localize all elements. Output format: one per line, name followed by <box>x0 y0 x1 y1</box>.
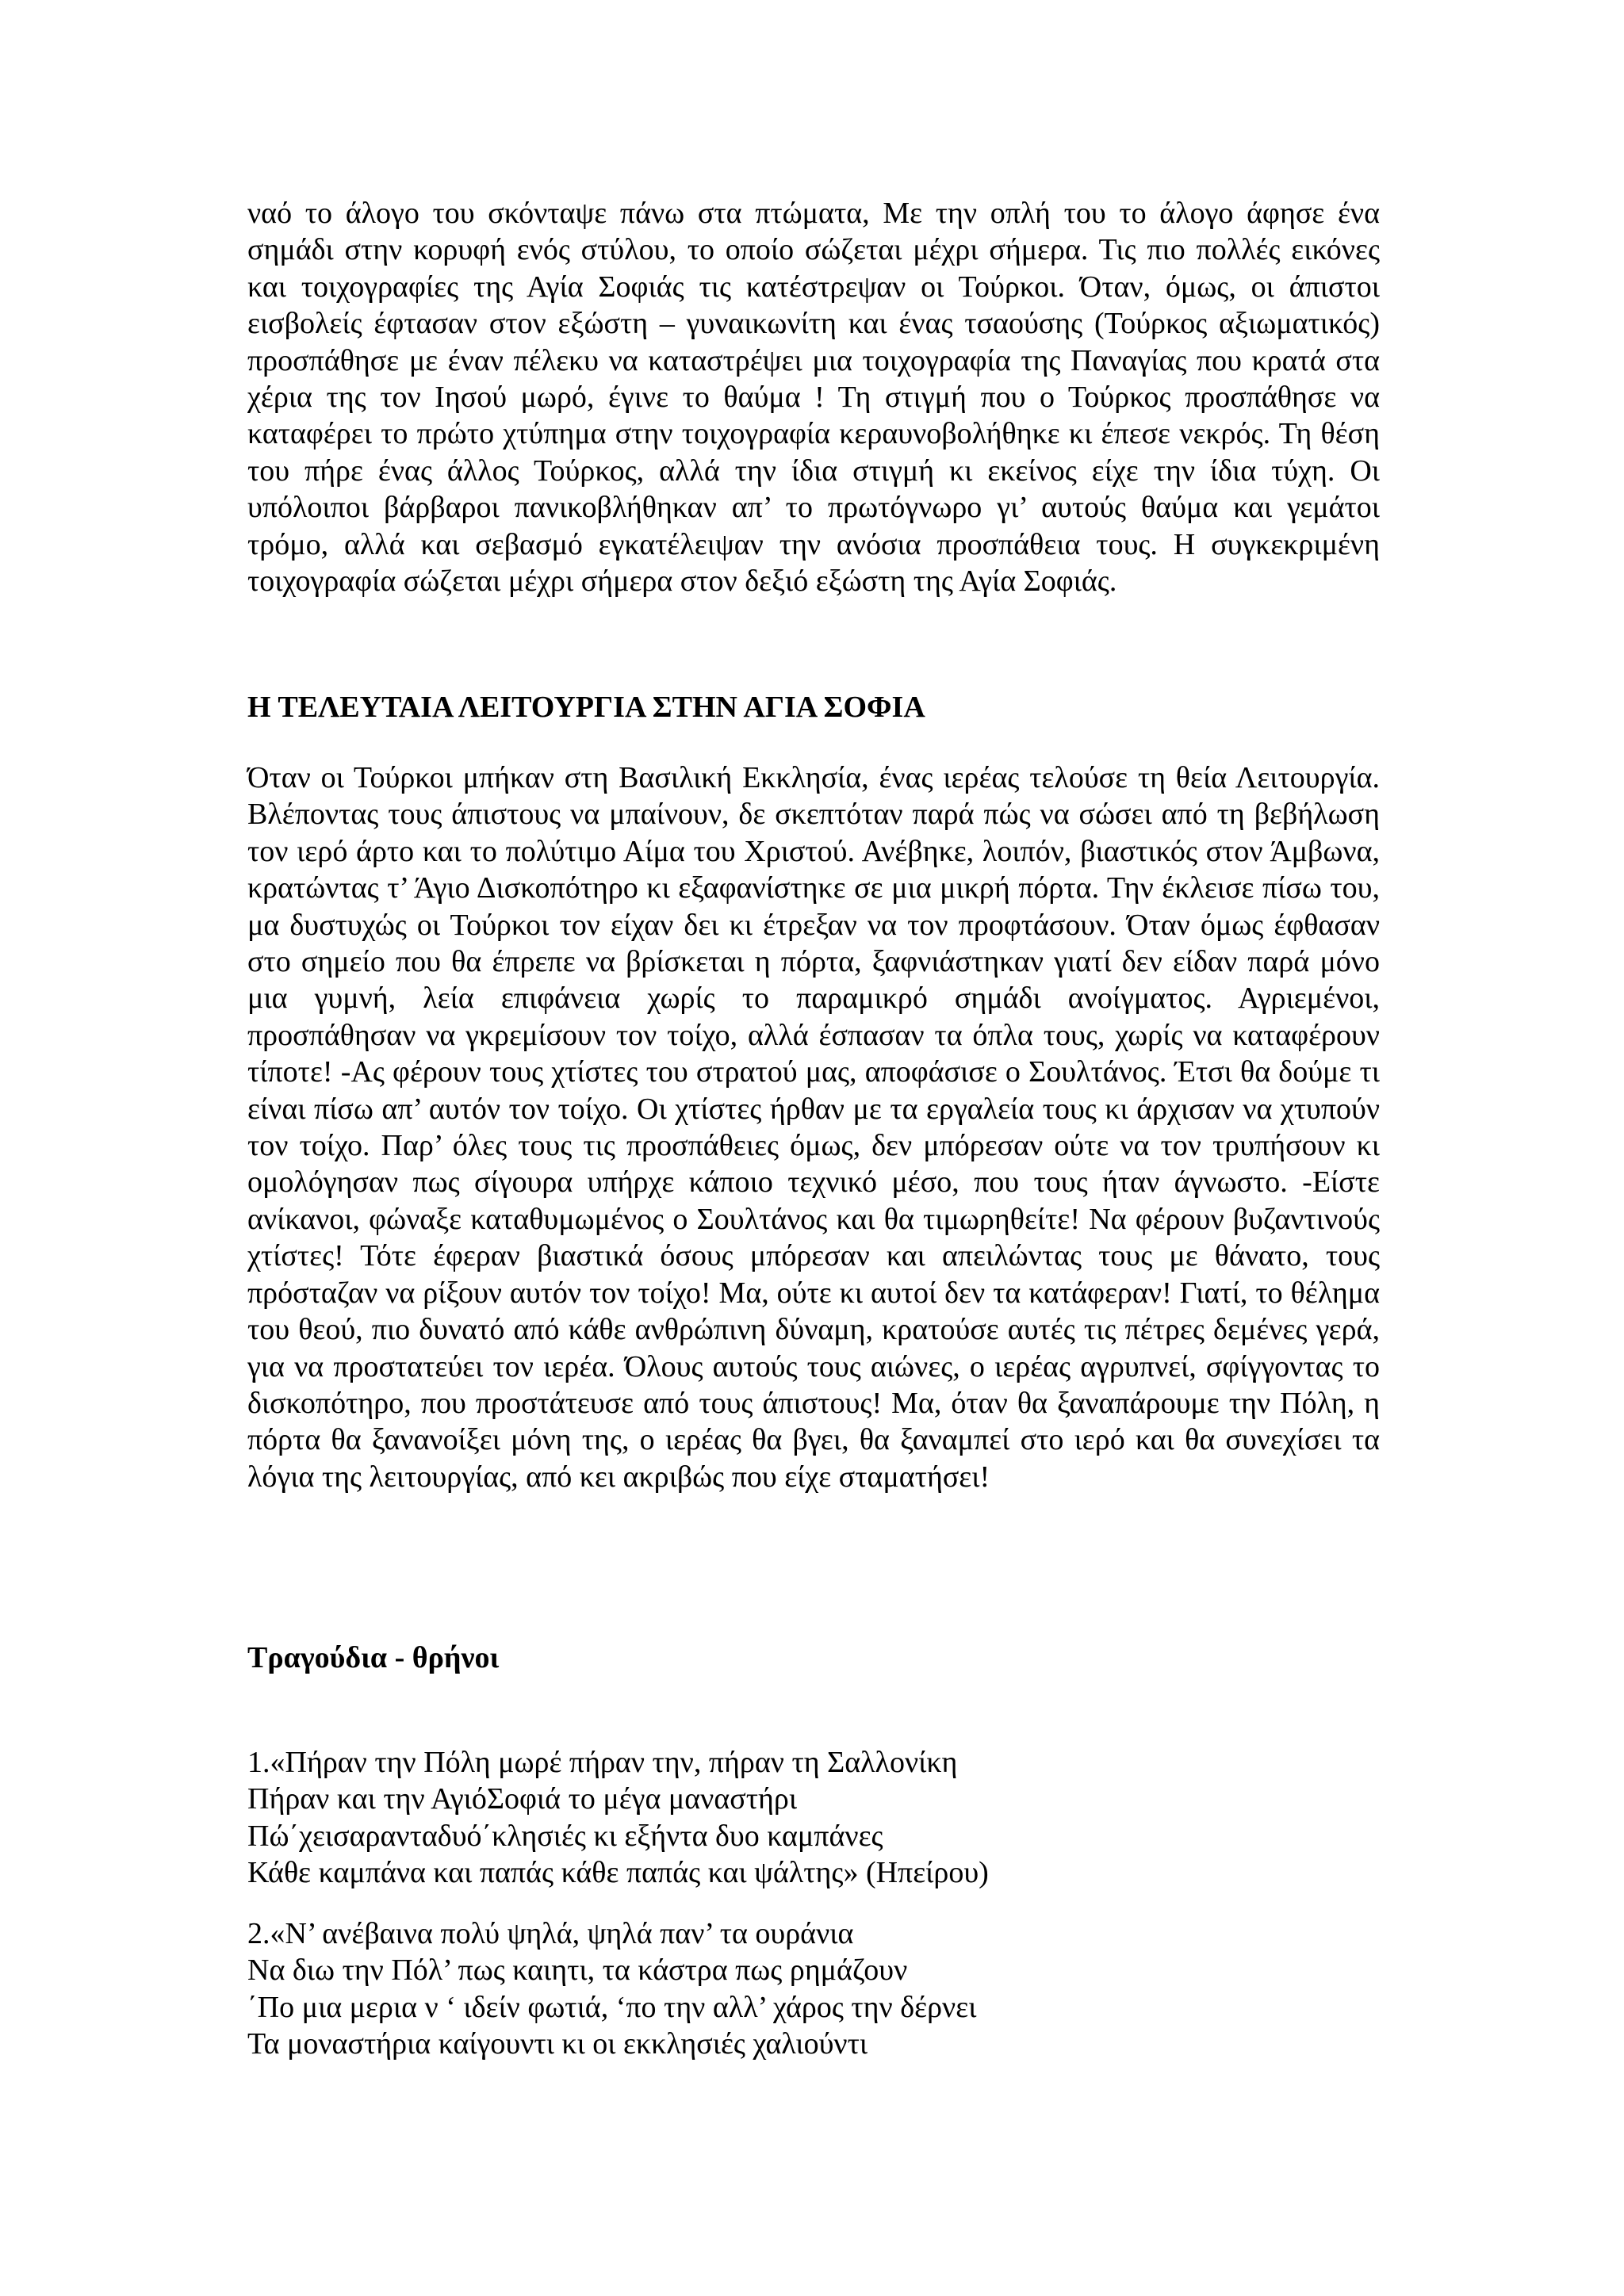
section-heading-songs-laments: Τραγούδια - θρήνοι <box>247 1641 500 1674</box>
song-stanza-2 <box>247 1915 1380 2063</box>
body-paragraph-miracle-fresco: ναό το άλογο του σκόνταψε πάνω στα πτώματα, Με την οπλή του το άλογο άφησε ένα σημάδι στην κορυφή ενός στύλου, το οποίο σώζεται μέχρι σήμερα. Τις πιο πολλές εικόνες και τοιχογραφίες της Αγία Σοφιάς τις κατέστρεψαν οι Τούρκοι. Όταν, όμως, οι άπιστοι εισβολείς έφτασαν στον εξώστη – γυναικωνίτη και ένας τσαούσης (Τούρκος αξιωματικός) προσπάθησε με έναν πέλεκυ να καταστρέψει μια τοιχογραφία της Παναγίας που κρατά στα χέρια της τον Ιησού μωρό, έγινε το θαύμα ! Τη στιγμή που ο Τούρκος προσπάθησε να καταφέρει το πρώτο χτύπημα στην τοιχογραφία κεραυνοβολήθηκε κι έπεσε νεκρός. Τη θέση του πήρε ένας άλλος Τούρκος, αλλά την ίδια στιγμή κι εκείνος είχε την ίδια τύχη. Οι υπόλοιποι βάρβαροι πανικοβλήθηκαν απ’ το πρωτόγνωρο γι’ αυτούς θαύμα και γεμάτοι τρόμο, αλλά και σεβασμό εγκατέλειψαν την ανόσια προσπάθεια τους. Η συγκεκριμένη τοιχογραφία σώζεται μέχρι σήμερα στον δεξιό εξώστη της Αγία Σοφιάς. <box>247 197 1380 599</box>
song-1-line: Πώ΄χεισαρανταδυό΄κλησιές κι εξήντα δυο καμπάνες <box>247 1819 883 1853</box>
song-1-line: Πήραν και την ΑγιόΣοφιά το μέγα μαναστήρι <box>247 1782 798 1816</box>
song-2-line: ΄Πο μια μερια ν ‘ ιδείν φωτιά, ‘πο την αλλ’ χάρος την δέρνει <box>247 1990 977 2024</box>
body-paragraph-last-liturgy: Όταν οι Τούρκοι μπήκαν στη Βασιλική Εκκλησία, ένας ιερέας τελούσε τη θεία Λειτουργία. Βλέποντας τους άπιστους να μπαίνουν, δε σκεπτόταν παρά πώς να σώσει από τη βεβήλωση τον ιερό άρτο και το πολύτιμο Αίμα του Χριστού. Ανέβηκε, λοιπόν, βιαστικός στον Άμβωνα, κρατώντας τ’ Άγιο Δισκοπότηρο κι εξαφανίστηκε σε μια μικρή πόρτα. Την έκλεισε πίσω του, μα δυστυχώς οι Τούρκοι τον είχαν δει κι έτρεξαν να τον προφτάσουν. Όταν όμως έφθασαν στο σημείο που θα έπρεπε να βρίσκεται η πόρτα, ξαφνιάστηκαν γιατί δεν είδαν παρά μόνο μια γυμνή, λεία επιφάνεια χωρίς το παραμικρό σημάδι ανοίγματος. Αγριεμένοι, προσπάθησαν να γκρεμίσουν τον τοίχο, αλλά έσπασαν τα όπλα τους, χωρίς να καταφέρουν τίποτε! -Ας φέρουν τους χτίστες του στρατού μας, αποφάσισε ο Σουλτάνος. Έτσι θα δούμε τι είναι πίσω απ’ αυτόν τον τοίχο. Οι χτίστες ήρθαν με τα εργαλεία τους κι άρχισαν να χτυπούν τον τοίχο. Παρ’ όλες τους τις προσπάθειες όμως, δεν μπόρεσαν ούτε να τον τρυπήσουν κι ομολόγησαν πως σίγουρα υπήρχε κάποιο τεχνικό μέσο, που τους ήταν άγνωστο. -Είστε ανίκανοι, φώναξε καταθυμωμένος ο Σουλτάνος και θα τιμωρηθείτε! Να φέρουν βυζαντινούς χτίστες! Τότε έφεραν βιαστικά όσους μπόρεσαν και απειλώντας τους με θάνατο, τους πρόσταζαν να ρίξουν αυτόν τον τοίχο! Μα, ούτε κι αυτοί δεν τα κατάφεραν! Γιατί, το θέλημα του θεού, πιο δυνατό από κάθε ανθρώπινη δύναμη, κρατούσε αυτές τις πέτρες δεμένες γερά, για να προστατεύει τον ιερέα. Όλους αυτούς τους αιώνες, ο ιερέας αγρυπνεί, σφίγγοντας το δισκοπότηρο, που προστάτευσε από τους άπιστους! Μα, όταν θα ξαναπάρουμε την Πόλη, η πόρτα θα ξανανοίξει μόνη της, ο ιερέας θα βγει, θα ξαναμπεί στο ιερό και θα συνεχίσει τα λόγια της λειτουργίας, από κει ακριβώς που είχε σταματήσει! <box>247 761 1380 1494</box>
song-2-line: Να διω την Πόλ’ πως καιητι, τα κάστρα πως ρημάζουν <box>247 1954 908 1988</box>
section-heading-last-liturgy: Η ΤΕΛΕΥΤΑΙΑ ΛΕΙΤΟΥΡΓΙΑ ΣΤΗΝ ΑΓΙΑ ΣΟΦΙΑ <box>247 691 925 724</box>
song-1-line: Κάθε καμπάνα και παπάς κάθε παπάς και ψάλτης» (Ηπείρου) <box>247 1856 989 1890</box>
song-stanza-1 <box>247 1744 1380 1892</box>
song-2-line: 2.«Ν’ ανέβαινα πολύ ψηλά, ψηλά παν’ τα ουράνια <box>247 1917 854 1950</box>
song-1-line: 1.«Πήραν την Πόλη μωρέ πήραν την, πήραν τη Σαλλονίκη <box>247 1746 958 1779</box>
song-2-line: Τα μοναστήρια καίγουντι κι οι εκκλησιές χαλιούντι <box>247 2027 868 2061</box>
